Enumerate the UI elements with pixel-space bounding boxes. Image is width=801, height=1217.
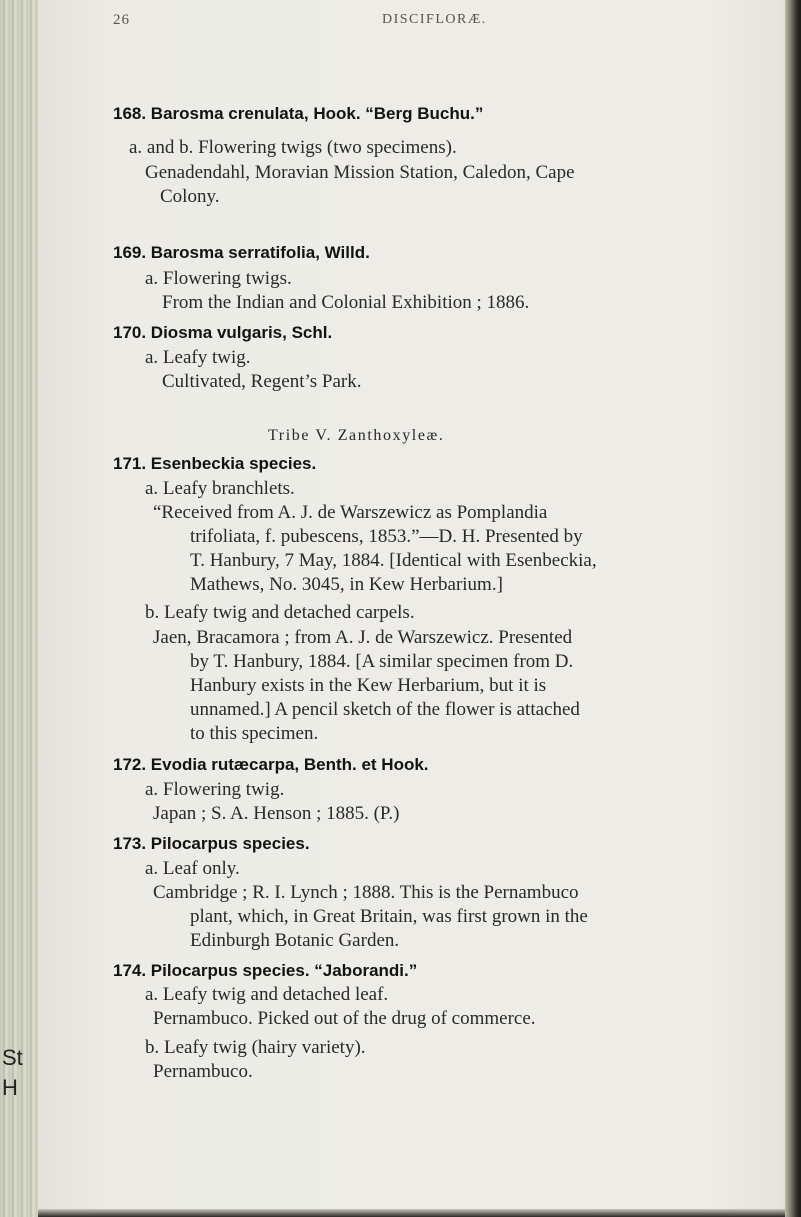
entry-heading: 171. Esenbeckia species. [113, 454, 317, 473]
running-title: DISCIFLORÆ. [382, 12, 487, 27]
entry-line: Mathews, No. 3045, in Kew Herbarium.] [190, 574, 503, 595]
entry-line: Cultivated, Regent’s Park. [162, 371, 362, 392]
entry-heading: 169. Barosma serratifolia, Willd. [113, 243, 370, 262]
entry-line: a. Leafy twig and detached leaf. [145, 984, 389, 1005]
entry-line: by T. Hanbury, 1884. [A similar specimen from D. [190, 651, 574, 672]
entry-line: a. Leafy branchlets. [145, 478, 295, 499]
entry-line: b. Leafy twig and detached carpels. [145, 602, 415, 623]
entry-line: a. Leafy twig. [145, 347, 251, 368]
entry-line: Edinburgh Botanic Garden. [190, 930, 400, 951]
entry-heading: 173. Pilocarpus species. [113, 834, 310, 853]
bottom-edge-shadow [38, 1209, 785, 1217]
entry-line: “Received from A. J. de Warszewicz as Pomplandia [153, 502, 548, 523]
running-head [0, 12, 801, 32]
entry-line: Pernambuco. [153, 1061, 253, 1082]
adjacent-page-margin [2, 1043, 22, 1103]
margin-glyph: St [2, 1045, 23, 1070]
entry-line: Hanbury exists in the Kew Herbarium, but it is [190, 675, 547, 696]
entry-line: T. Hanbury, 7 May, 1884. [Identical with Esenbeckia, [190, 550, 597, 571]
entry-line: Pernambuco. Picked out of the drug of commerce. [153, 1008, 536, 1029]
entry-line: Colony. [160, 186, 220, 207]
entry-line: Cambridge ; R. I. Lynch ; 1888. This is the Pernambuco [153, 882, 579, 903]
entry-line: Genadendahl, Moravian Mission Station, Caledon, Cape [145, 162, 575, 183]
page-number: 26 [113, 12, 130, 28]
tribe-heading: Tribe V. Zanthoxyleæ. [268, 427, 445, 444]
entry-line: From the Indian and Colonial Exhibition ; 1886. [162, 292, 530, 313]
entry-heading: 172. Evodia rutæcarpa, Benth. et Hook. [113, 755, 429, 774]
entry-line: Japan ; S. A. Henson ; 1885. (P.) [153, 803, 400, 824]
entry-heading: 170. Diosma vulgaris, Schl. [113, 323, 333, 342]
entry-line: trifoliata, f. pubescens, 1853.”—D. H. Presented by [190, 526, 583, 547]
margin-glyph: H [2, 1075, 18, 1100]
entry-line: Jaen, Bracamora ; from A. J. de Warszewicz. Presented [153, 627, 573, 648]
entry-line: a. and b. Flowering twigs (two specimens). [129, 137, 457, 158]
entry-heading: 174. Pilocarpus species. “Jaborandi.” [113, 961, 418, 980]
entry-line: to this specimen. [190, 723, 319, 744]
binding-edge [0, 0, 38, 1217]
entry-line: plant, which, in Great Britain, was first grown in the [190, 906, 588, 927]
entry-line: b. Leafy twig (hairy variety). [145, 1037, 366, 1058]
entry-line: a. Flowering twigs. [145, 268, 292, 289]
entry-line: unnamed.] A pencil sketch of the flower is attached [190, 699, 580, 720]
entry-line: a. Flowering twig. [145, 779, 285, 800]
entry-line: a. Leaf only. [145, 858, 240, 879]
page-edge-shadow [785, 0, 801, 1217]
entry-heading: 168. Barosma crenulata, Hook. “Berg Buchu.” [113, 104, 484, 123]
